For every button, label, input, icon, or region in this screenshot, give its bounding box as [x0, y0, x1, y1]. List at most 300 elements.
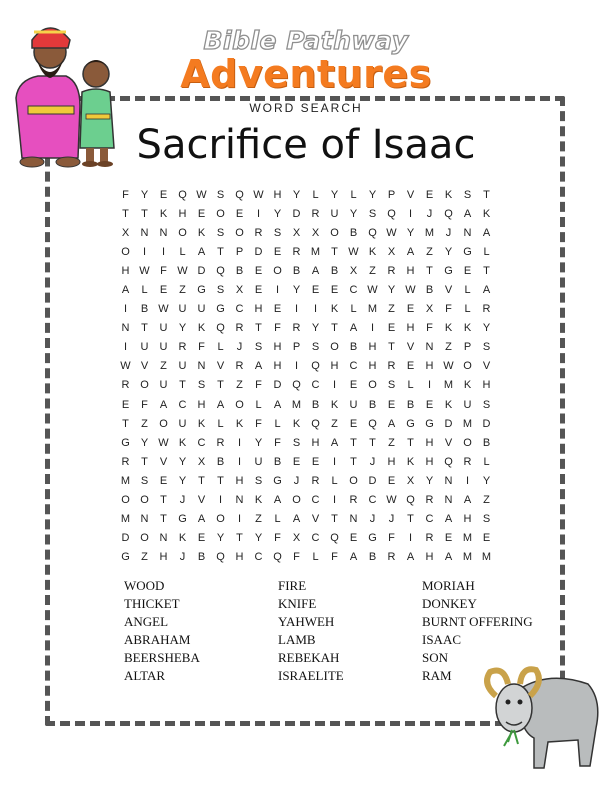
- grid-letter: Y: [254, 436, 263, 449]
- grid-letter: X: [292, 532, 301, 545]
- grid-letter: A: [482, 284, 491, 297]
- grid-letter: G: [425, 417, 434, 430]
- grid-letter: E: [311, 455, 320, 468]
- grid-letter: R: [235, 322, 244, 335]
- word-list-item: ALTAR: [124, 668, 166, 683]
- grid-letter: R: [216, 436, 225, 449]
- grid-letter: F: [293, 551, 300, 564]
- grid-letter: G: [178, 513, 187, 526]
- grid-letter: J: [179, 551, 186, 564]
- grid-letter: Q: [330, 532, 339, 545]
- grid-letter: S: [368, 207, 377, 220]
- grid-letter: T: [236, 532, 243, 545]
- grid-letter: O: [330, 341, 339, 354]
- grid-letter: K: [330, 303, 339, 316]
- grid-letter: O: [273, 264, 282, 277]
- grid-letter: X: [292, 226, 301, 239]
- grid-letter: Y: [178, 474, 187, 487]
- grid-letter: I: [161, 245, 166, 258]
- grid-letter: K: [444, 322, 453, 335]
- grid-letter: A: [197, 245, 206, 258]
- grid-letter: O: [368, 379, 377, 392]
- grid-letter: Q: [292, 379, 301, 392]
- grid-letter: A: [197, 513, 206, 526]
- grid-letter: U: [140, 341, 149, 354]
- grid-letter: B: [292, 264, 301, 277]
- grid-letter: N: [140, 226, 149, 239]
- grid-letter: W: [253, 188, 264, 201]
- page-subtitle: WORD SEARCH: [249, 101, 363, 115]
- grid-letter: J: [293, 474, 300, 487]
- grid-letter: L: [312, 188, 319, 201]
- grid-letter: V: [159, 455, 168, 468]
- grid-letter: D: [197, 264, 206, 277]
- word-list-item: ISAAC: [422, 632, 462, 647]
- grid-letter: F: [331, 551, 338, 564]
- grid-letter: H: [482, 379, 491, 392]
- grid-letter: Q: [406, 494, 415, 507]
- grid-letter: R: [121, 455, 130, 468]
- grid-letter: Y: [140, 436, 149, 449]
- grid-letter: Q: [387, 207, 396, 220]
- grid-letter: A: [121, 284, 130, 297]
- grid-letter: W: [196, 188, 207, 201]
- grid-letter: A: [254, 360, 263, 373]
- grid-letter: Z: [388, 436, 395, 449]
- grid-row: [116, 242, 496, 261]
- grid-letter: F: [255, 417, 262, 430]
- grid-row: [116, 548, 496, 567]
- grid-letter: E: [425, 188, 434, 201]
- grid-letter: E: [387, 474, 396, 487]
- grid-letter: R: [425, 494, 434, 507]
- word-list-item: BURNT OFFERING: [422, 614, 533, 629]
- grid-letter: R: [235, 360, 244, 373]
- grid-letter: R: [387, 360, 396, 373]
- grid-letter: I: [313, 303, 318, 316]
- grid-letter: A: [273, 398, 282, 411]
- grid-letter: Q: [444, 207, 453, 220]
- grid-letter: L: [141, 284, 148, 297]
- grid-letter: G: [368, 532, 377, 545]
- grid-letter: V: [444, 284, 453, 297]
- grid-letter: O: [178, 226, 187, 239]
- grid-letter: E: [349, 417, 358, 430]
- word-list-item: MORIAH: [422, 578, 475, 593]
- grid-row: [116, 529, 496, 548]
- grid-letter: I: [237, 455, 242, 468]
- grid-letter: S: [292, 436, 301, 449]
- grid-letter: K: [235, 417, 244, 430]
- word-list-item: THICKET: [124, 596, 180, 611]
- grid-letter: O: [235, 398, 244, 411]
- grid-letter: K: [197, 226, 206, 239]
- grid-letter: L: [483, 455, 490, 468]
- grid-letter: H: [235, 551, 244, 564]
- grid-letter: J: [388, 513, 395, 526]
- grid-letter: Z: [445, 341, 452, 354]
- grid-letter: J: [369, 455, 376, 468]
- grid-letter: N: [159, 532, 168, 545]
- grid-letter: E: [235, 207, 244, 220]
- grid-letter: B: [368, 398, 377, 411]
- grid-letter: Y: [406, 226, 415, 239]
- grid-letter: G: [273, 474, 282, 487]
- grid-letter: U: [349, 398, 358, 411]
- grid-letter: C: [235, 303, 244, 316]
- grid-row: [116, 261, 496, 280]
- grid-letter: N: [425, 341, 434, 354]
- grid-letter: I: [408, 532, 413, 545]
- grid-letter: H: [273, 360, 282, 373]
- grid-letter: H: [178, 207, 187, 220]
- grid-letter: T: [217, 474, 224, 487]
- grid-letter: Z: [179, 284, 186, 297]
- grid-letter: A: [444, 513, 453, 526]
- grid-letter: G: [406, 417, 415, 430]
- word-list-item: FIRE: [278, 578, 307, 593]
- grid-letter: N: [159, 226, 168, 239]
- grid-letter: R: [311, 207, 320, 220]
- grid-letter: P: [387, 188, 396, 201]
- grid-letter: K: [406, 455, 415, 468]
- grid-letter: S: [254, 474, 263, 487]
- grid-letter: K: [197, 322, 206, 335]
- grid-letter: N: [349, 513, 358, 526]
- grid-row: [116, 300, 496, 319]
- grid-letter: T: [350, 455, 357, 468]
- word-list-item: BEERSHEBA: [124, 650, 200, 665]
- grid-letter: E: [349, 532, 358, 545]
- grid-letter: H: [159, 551, 168, 564]
- grid-letter: E: [159, 474, 168, 487]
- word-list-item: KNIFE: [278, 596, 317, 611]
- grid-letter: N: [197, 360, 206, 373]
- grid-letter: U: [330, 207, 339, 220]
- grid-letter: L: [179, 245, 186, 258]
- grid-letter: S: [197, 379, 206, 392]
- grid-letter: B: [406, 398, 415, 411]
- grid-letter: K: [444, 188, 453, 201]
- word-list-item: ABRAHAM: [124, 632, 191, 647]
- grid-letter: R: [292, 322, 301, 335]
- grid-letter: E: [444, 532, 453, 545]
- grid-letter: W: [348, 245, 359, 258]
- grid-letter: W: [158, 436, 169, 449]
- grid-letter: I: [408, 207, 413, 220]
- grid-letter: A: [349, 551, 358, 564]
- grid-letter: G: [463, 245, 472, 258]
- grid-letter: V: [197, 494, 206, 507]
- grid-letter: B: [216, 455, 225, 468]
- grid-letter: B: [140, 303, 149, 316]
- grid-letter: H: [425, 551, 434, 564]
- grid-letter: F: [274, 436, 281, 449]
- grid-letter: V: [482, 360, 491, 373]
- grid-letter: T: [217, 379, 224, 392]
- grid-letter: K: [292, 417, 301, 430]
- word-list-item: DONKEY: [422, 596, 477, 611]
- grid-letter: E: [159, 188, 168, 201]
- grid-letter: S: [273, 226, 282, 239]
- grid-letter: Z: [426, 245, 433, 258]
- grid-letter: U: [178, 303, 187, 316]
- grid-letter: W: [177, 264, 188, 277]
- grid-letter: X: [425, 303, 434, 316]
- grid-letter: Y: [178, 322, 187, 335]
- grid-letter: X: [121, 226, 130, 239]
- grid-letter: Z: [255, 513, 262, 526]
- grid-letter: J: [445, 226, 452, 239]
- grid-letter: B: [330, 264, 339, 277]
- grid-letter: L: [255, 398, 262, 411]
- grid-letter: V: [406, 188, 415, 201]
- grid-letter: F: [122, 188, 129, 201]
- grid-letter: R: [349, 494, 358, 507]
- grid-row: [116, 471, 496, 490]
- grid-letter: H: [368, 360, 377, 373]
- grid-letter: O: [121, 494, 130, 507]
- grid-letter: O: [235, 226, 244, 239]
- grid-letter: Y: [140, 188, 149, 201]
- grid-letter: F: [445, 303, 452, 316]
- grid-letter: N: [463, 226, 472, 239]
- grid-letter: A: [406, 551, 415, 564]
- grid-letter: C: [425, 513, 434, 526]
- grid-letter: O: [463, 436, 472, 449]
- grid-letter: Q: [216, 264, 225, 277]
- grid-letter: Y: [292, 188, 301, 201]
- grid-letter: C: [178, 398, 187, 411]
- grid-letter: U: [254, 455, 263, 468]
- grid-letter: T: [141, 322, 148, 335]
- grid-letter: E: [387, 322, 396, 335]
- grid-letter: V: [216, 360, 225, 373]
- grid-letter: G: [121, 436, 130, 449]
- grid-letter: I: [294, 303, 299, 316]
- grid-letter: Y: [349, 207, 358, 220]
- grid-letter: U: [178, 417, 187, 430]
- grid-letter: R: [482, 303, 491, 316]
- grid-letter: O: [330, 226, 339, 239]
- grid-letter: B: [273, 455, 282, 468]
- grid-letter: R: [387, 551, 396, 564]
- grid-letter: T: [255, 322, 262, 335]
- grid-letter: L: [407, 379, 414, 392]
- grid-letter: O: [140, 494, 149, 507]
- grid-letter: L: [312, 551, 319, 564]
- grid-letter: E: [292, 455, 301, 468]
- grid-letter: B: [368, 551, 377, 564]
- grid-letter: U: [159, 379, 168, 392]
- grid-letter: H: [273, 341, 282, 354]
- grid-letter: E: [197, 207, 206, 220]
- grid-letter: C: [311, 532, 320, 545]
- grid-letter: F: [274, 322, 281, 335]
- grid-letter: O: [140, 532, 149, 545]
- grid-letter: H: [463, 513, 472, 526]
- grid-letter: R: [254, 226, 263, 239]
- grid-letter: M: [462, 417, 473, 430]
- grid-row: [116, 204, 496, 223]
- grid-letter: R: [178, 341, 187, 354]
- grid-letter: K: [197, 417, 206, 430]
- grid-row: [116, 223, 496, 242]
- grid-letter: H: [197, 398, 206, 411]
- grid-letter: W: [120, 360, 131, 373]
- grid-letter: I: [465, 474, 470, 487]
- grid-letter: Z: [236, 379, 243, 392]
- grid-letter: I: [427, 379, 432, 392]
- grid-letter: Q: [368, 226, 377, 239]
- grid-letter: L: [464, 284, 471, 297]
- word-list-item: REBEKAH: [278, 650, 340, 665]
- grid-row: [116, 280, 496, 299]
- grid-letter: H: [387, 455, 396, 468]
- grid-letter: Z: [160, 360, 167, 373]
- grid-letter: J: [426, 207, 433, 220]
- grid-letter: T: [483, 264, 490, 277]
- grid-letter: F: [198, 341, 205, 354]
- grid-letter: E: [482, 532, 491, 545]
- grid-letter: A: [463, 494, 472, 507]
- grid-letter: U: [178, 360, 187, 373]
- grid-letter: E: [406, 303, 415, 316]
- grid-letter: B: [349, 341, 358, 354]
- grid-letter: K: [178, 532, 187, 545]
- grid-letter: E: [273, 245, 282, 258]
- grid-letter: P: [235, 245, 244, 258]
- grid-letter: T: [141, 207, 148, 220]
- grid-letter: B: [311, 398, 320, 411]
- grid-letter: Y: [444, 245, 453, 258]
- grid-letter: F: [160, 264, 167, 277]
- grid-letter: D: [368, 474, 377, 487]
- grid-letter: T: [483, 188, 490, 201]
- grid-letter: Y: [254, 532, 263, 545]
- grid-letter: R: [292, 245, 301, 258]
- grid-letter: E: [197, 532, 206, 545]
- grid-letter: K: [254, 494, 263, 507]
- grid-letter: M: [424, 226, 435, 239]
- grid-letter: T: [331, 245, 338, 258]
- grid-letter: V: [406, 341, 415, 354]
- grid-letter: E: [273, 303, 282, 316]
- grid-letter: I: [332, 494, 337, 507]
- grid-letter: E: [330, 284, 339, 297]
- grid-letter: I: [218, 494, 223, 507]
- grid-letter: O: [349, 474, 358, 487]
- grid-letter: W: [386, 226, 397, 239]
- grid-letter: P: [463, 341, 472, 354]
- grid-letter: M: [310, 245, 321, 258]
- grid-letter: D: [121, 532, 130, 545]
- grid-row: [116, 433, 496, 452]
- grid-letter: I: [275, 284, 280, 297]
- grid-letter: B: [197, 551, 206, 564]
- word-list-item: ANGEL: [124, 614, 169, 629]
- grid-letter: T: [198, 474, 205, 487]
- word-list-item: ISRAELITE: [278, 668, 344, 683]
- grid-letter: L: [331, 474, 338, 487]
- grid-letter: Y: [216, 532, 225, 545]
- grid-letter: T: [369, 436, 376, 449]
- grid-letter: Y: [330, 188, 339, 201]
- grid-letter: F: [388, 532, 395, 545]
- letter-grid: [116, 185, 496, 567]
- grid-letter: E: [254, 264, 263, 277]
- grid-letter: F: [274, 532, 281, 545]
- grid-letter: Q: [216, 551, 225, 564]
- grid-row: [116, 376, 496, 395]
- grid-letter: I: [370, 322, 375, 335]
- grid-letter: S: [216, 188, 225, 201]
- grid-letter: H: [425, 455, 434, 468]
- grid-letter: Q: [444, 455, 453, 468]
- grid-letter: N: [235, 494, 244, 507]
- grid-letter: W: [139, 264, 150, 277]
- grid-row: [116, 491, 496, 510]
- grid-letter: C: [349, 360, 358, 373]
- grid-row: [116, 414, 496, 433]
- grid-letter: K: [482, 207, 491, 220]
- grid-letter: S: [482, 513, 491, 526]
- grid-letter: Z: [369, 264, 376, 277]
- grid-letter: T: [217, 245, 224, 258]
- grid-letter: I: [123, 341, 128, 354]
- grid-letter: F: [426, 322, 433, 335]
- grid-letter: S: [216, 284, 225, 297]
- grid-letter: R: [121, 379, 130, 392]
- grid-letter: U: [159, 341, 168, 354]
- grid-letter: K: [178, 436, 187, 449]
- grid-letter: I: [237, 436, 242, 449]
- grid-letter: A: [349, 322, 358, 335]
- grid-letter: G: [216, 303, 225, 316]
- word-list-item: WOOD: [124, 578, 165, 593]
- grid-letter: C: [311, 379, 320, 392]
- grid-letter: T: [160, 494, 167, 507]
- grid-letter: H: [330, 360, 339, 373]
- grid-letter: L: [350, 188, 357, 201]
- page-title: Sacrifice of Isaac: [136, 122, 476, 168]
- grid-letter: K: [368, 245, 377, 258]
- grid-letter: T: [179, 379, 186, 392]
- grid-letter: T: [426, 264, 433, 277]
- grid-letter: A: [216, 398, 225, 411]
- grid-letter: T: [141, 455, 148, 468]
- grid-letter: S: [140, 474, 149, 487]
- grid-letter: S: [482, 398, 491, 411]
- grid-letter: W: [367, 284, 378, 297]
- grid-letter: A: [273, 494, 282, 507]
- grid-letter: O: [121, 245, 130, 258]
- grid-letter: K: [330, 398, 339, 411]
- grid-letter: V: [311, 513, 320, 526]
- grid-letter: O: [140, 379, 149, 392]
- grid-letter: G: [444, 264, 453, 277]
- grid-letter: M: [443, 379, 454, 392]
- grid-letter: Y: [425, 474, 434, 487]
- grid-letter: B: [349, 226, 358, 239]
- grid-letter: S: [387, 379, 396, 392]
- grid-letter: Z: [141, 417, 148, 430]
- grid-letter: H: [406, 264, 415, 277]
- grid-letter: I: [237, 513, 242, 526]
- grid-letter: C: [368, 494, 377, 507]
- grid-letter: S: [254, 341, 263, 354]
- grid-letter: S: [216, 226, 225, 239]
